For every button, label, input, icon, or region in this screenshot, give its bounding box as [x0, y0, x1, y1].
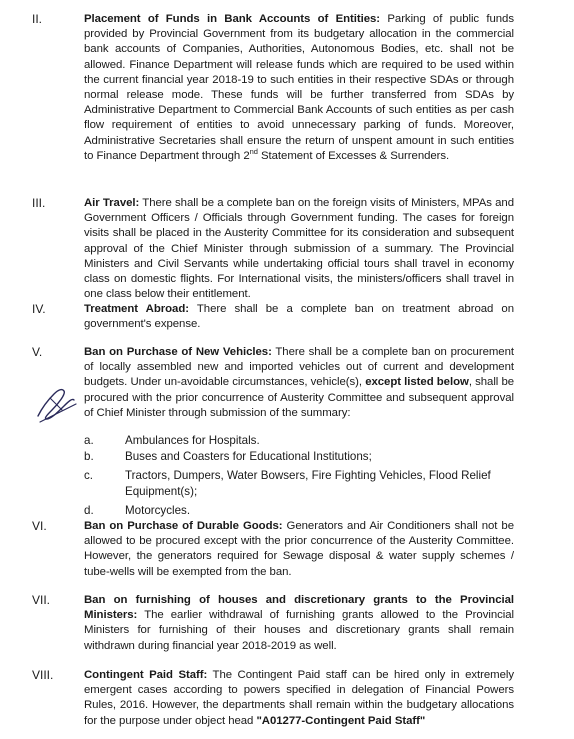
- list-item-text: Ambulances for Hospitals.: [125, 434, 260, 447]
- list-item: [84, 468, 524, 498]
- section-text-after: , shall be procured with the prior concurrence of Austerity Committee and subsequent approval of Chief Minister through submission of the summary:: [84, 376, 515, 419]
- list-item-text: Motorcycles.: [125, 503, 191, 517]
- section-body: [84, 196, 514, 302]
- section-body: [84, 519, 514, 580]
- section-heading: Ban on Purchase of New Vehicles:: [84, 346, 272, 358]
- list-item-key: c.: [84, 469, 94, 483]
- superscript: nd: [249, 147, 258, 157]
- list-item-key: a.: [84, 434, 94, 447]
- section-text-after: Statement of Excesses & Surrenders.: [257, 149, 450, 162]
- section-body: [84, 302, 514, 332]
- section-heading: Treatment Abroad:: [84, 303, 189, 315]
- section-heading: Ban on furnishing of houses and discretionary grants to the Provincial Ministers:: [84, 594, 514, 622]
- handwritten-signature-icon: [32, 382, 80, 426]
- section-heading: Air Travel:: [84, 197, 140, 209]
- section-body: [84, 593, 514, 654]
- section-bold-end: "A01277-Contingent Paid Staff": [256, 714, 426, 727]
- list-item-text: Tractors, Dumpers, Water Bowsers, Fire Fighting Vehicles, Flood Relief Equipment(s);: [125, 469, 491, 498]
- list-item-key: b.: [84, 450, 94, 464]
- section-text: The Contingent Paid staff can be hired only in extremely emergent cases according to powers specified in delegation of Financial Powers Rules, 2016. However, the departments shall remain within the budgetary allocations for the purpose under object head: [84, 669, 514, 727]
- section-text: There shall be a complete ban on treatment abroad on government's expense.: [84, 303, 514, 331]
- section-number: III.: [32, 196, 46, 210]
- section-number: II.: [32, 12, 43, 26]
- section-text: There shall be a complete ban on procurement of locally assembled new and imported vehicles out of current and development budgets. Under un-avoidable circumstances, vehicle(s),: [84, 346, 514, 389]
- section-bold-phrase: except listed below: [365, 376, 469, 389]
- section-text: The earlier withdrawal of furnishing grants allowed to the Provincial Ministers for furnishing of their houses and discretionary grants shall remain withdrawn during financial year 2018-2019 as well.: [84, 609, 514, 652]
- list-item: [84, 503, 524, 518]
- section-number: V.: [32, 345, 43, 359]
- section-number: VIII.: [32, 668, 54, 682]
- list-item-key: d.: [84, 503, 94, 517]
- section-body: [84, 668, 514, 729]
- section-heading: Placement of Funds in Bank Accounts of Entities:: [84, 13, 381, 25]
- list-item: [84, 449, 524, 464]
- section-body: [84, 345, 514, 421]
- section-body: [84, 12, 514, 164]
- section-heading: Ban on Purchase of Durable Goods:: [84, 520, 283, 532]
- section-text: There shall be a complete ban on the foreign visits of Ministers, MPAs and Government Officers / Officials through Government funding. The cases for foreign visits shall be placed in the Austerity Committee for its consideration and subsequent approval of the Chief Minister through submission of a summary. The Provincial Ministers and Civil Servants while undertaking official tours shall travel in economy class on domestic flights. For International visits, the ministers/officers shall travel in one class below their entitlement.: [84, 197, 514, 301]
- vehicle-exception-list: [84, 433, 524, 519]
- section-text: Generators and Air Conditioners shall not be allowed to be procured except with the prior concurrence of the Austerity Committee. However, the generators required for Sewage disposal & water supply schemes / tube-wells will be exempted from the ban.: [84, 520, 515, 578]
- list-item-text: Buses and Coasters for Educational Institutions;: [125, 450, 372, 464]
- section-number: VI.: [32, 519, 47, 533]
- list-item: [84, 433, 524, 448]
- section-number: IV.: [32, 302, 46, 316]
- section-heading: Contingent Paid Staff:: [84, 669, 208, 681]
- section-number: VII.: [32, 593, 51, 607]
- section-text: Parking of public funds provided by Provincial Government from its budgetary allocation in the commercial bank accounts of Companies, Authorities, Autonomous Bodies, etc. shall not be allowed. Finance Department will release funds which are required to be used within the current financial year 2018-19 to such entities in their respective SDAs or through normal release mode. These funds will be further transferred from SDAs by Administrative Department to Commercial Bank Accounts of such entities as per cash flow requirement of entities to avoid unnecessary parking of funds. Moreover, Administrative Secretaries shall ensure the return of unspent amount in such entities to Finance Department through 2: [84, 13, 514, 162]
